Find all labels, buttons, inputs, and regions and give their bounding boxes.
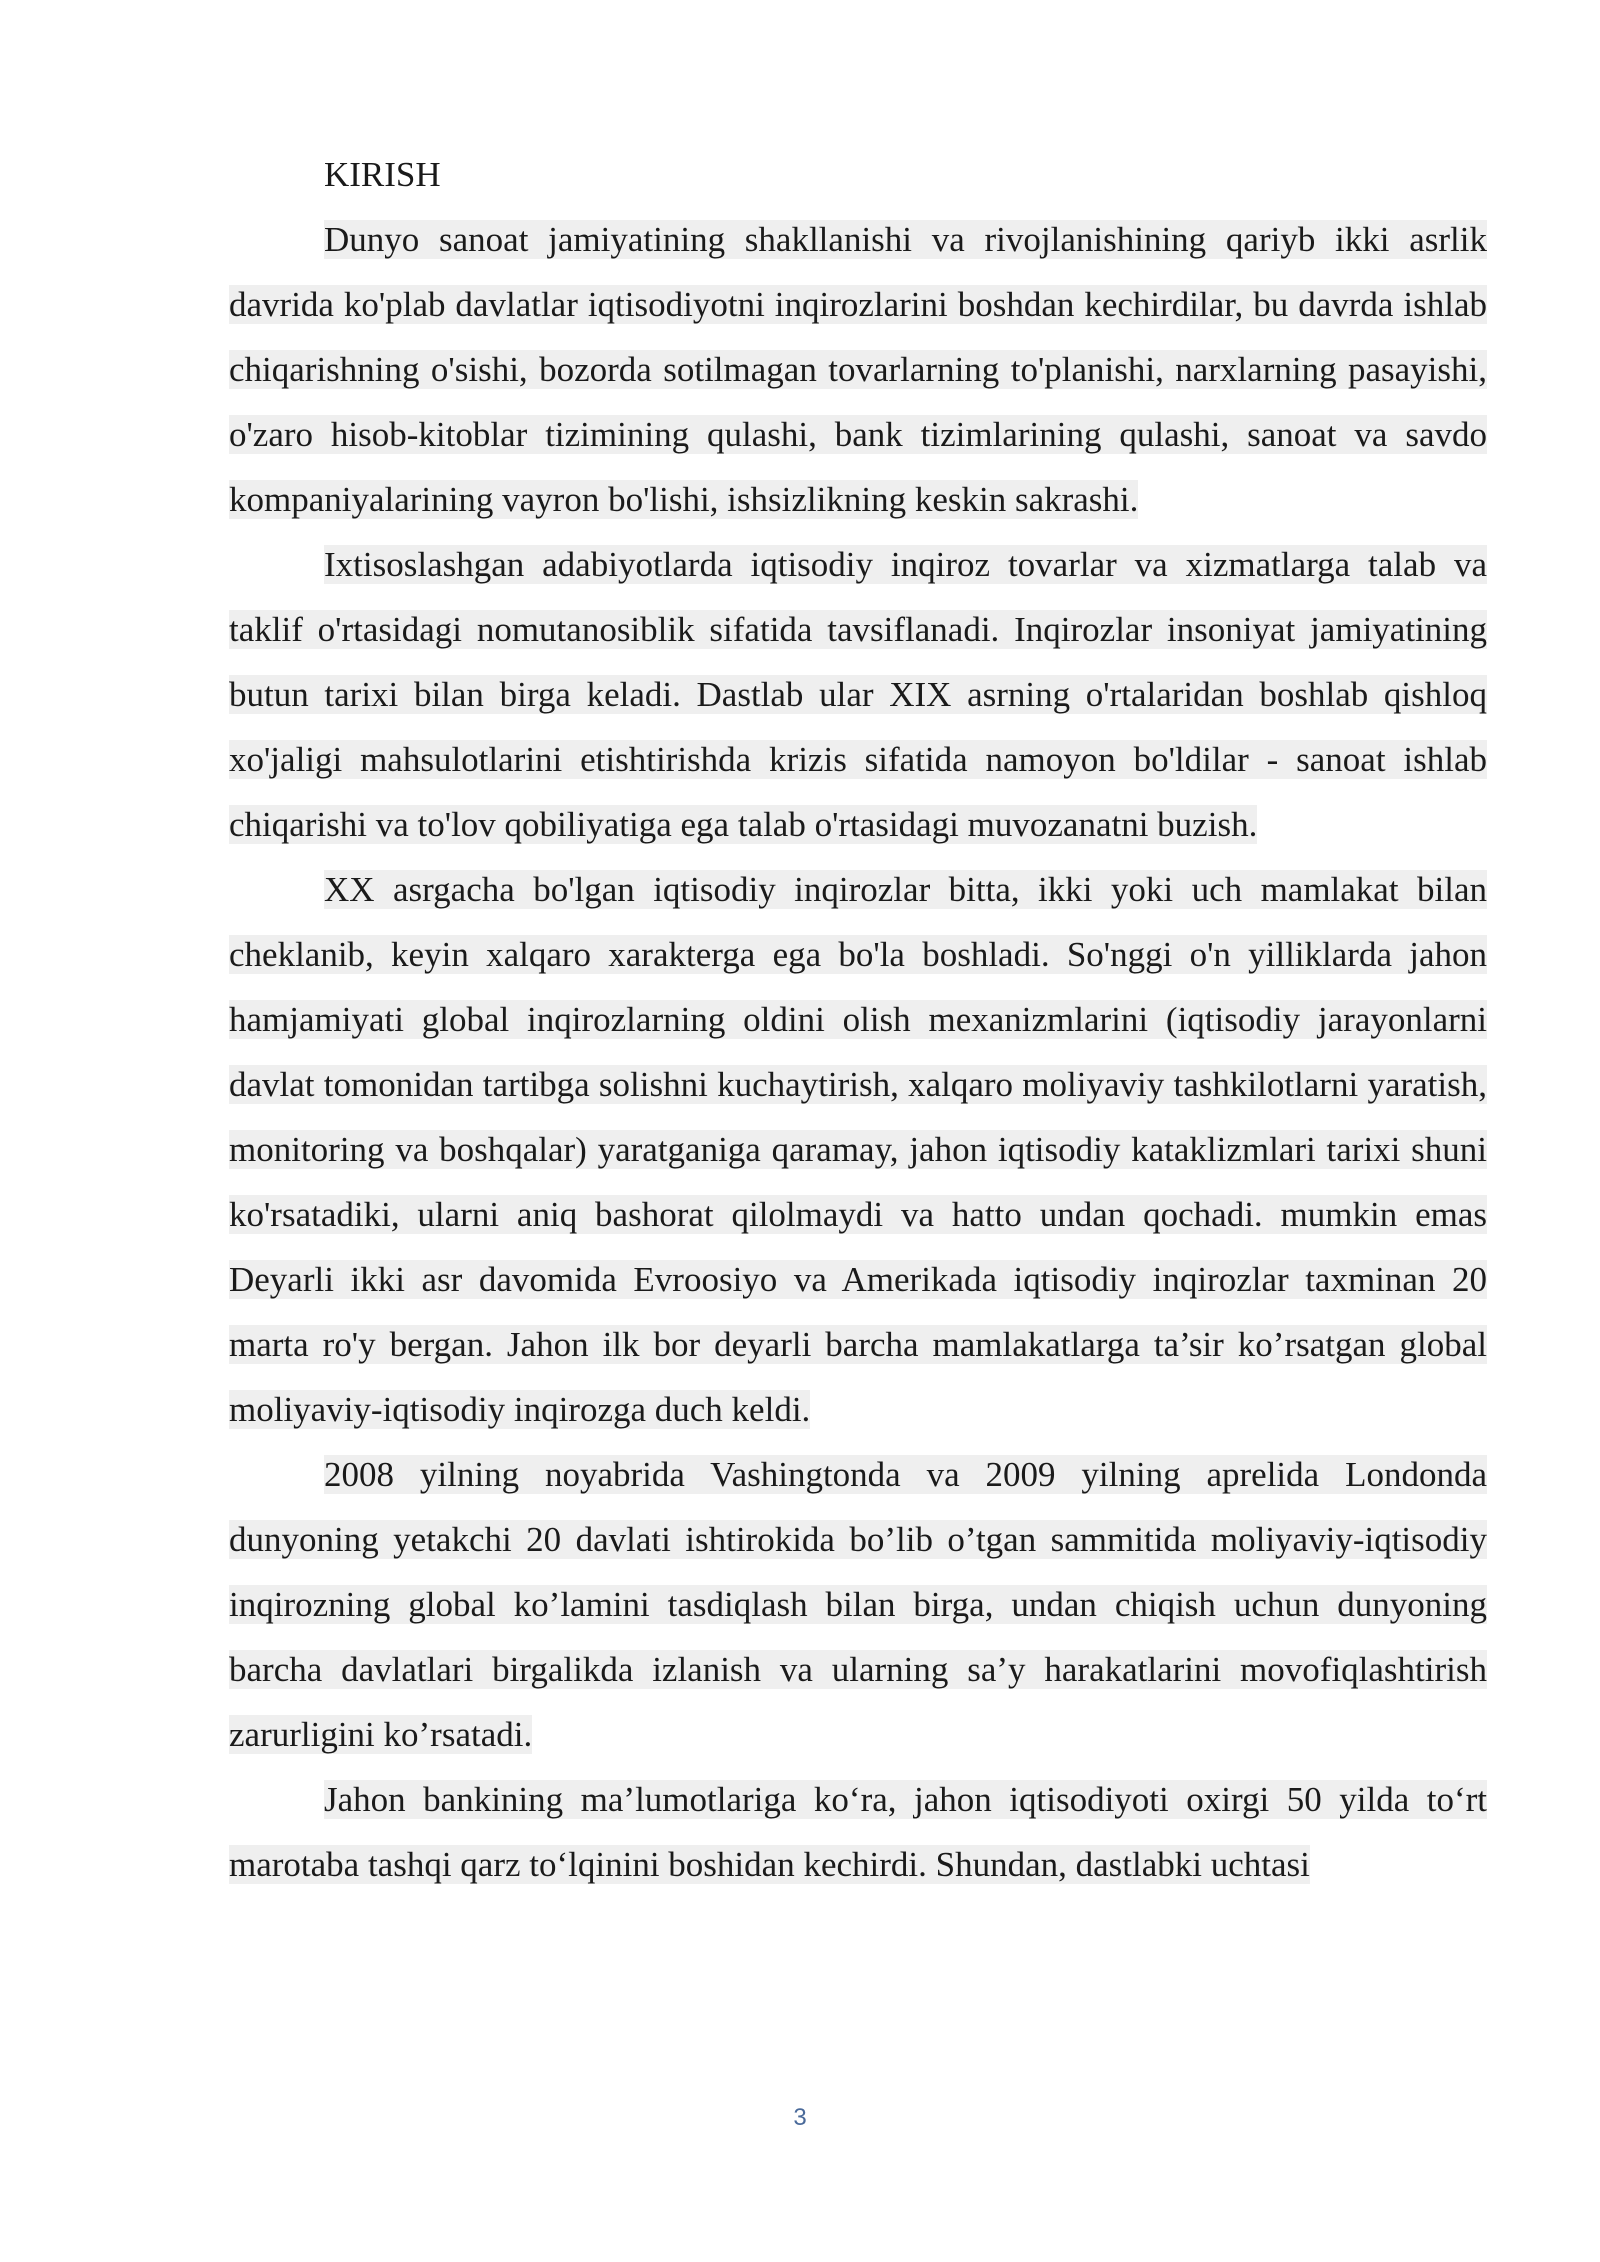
paragraph-2-text: Ixtisoslashgan adabiyotlarda iqtisodiy inqiroz tovarlar va xizmatlarga talab va taklif o'rtasidagi nomutanosiblik sifatida tavsiflanadi. Inqirozlar insoniyat jamiyatining butun tarixi bilan birga keladi. Dastlab ular XIX asrning o'rtalaridan boshlab qishloq xo'jaligi mahsulotlarini etishtirishda krizis sifatida namoyon bo'ldilar - sanoat ishlab chiqarishi va to'lov qobiliyatiga ega talab o'rtasidagi muvozanatni buzish. [229, 545, 1487, 844]
page-number: 3 [793, 2104, 807, 2131]
paragraph-1-text: Dunyo sanoat jamiyatining shakllanishi va rivojlanishining qariyb ikki asrlik davrida ko'plab davlatlar iqtisodiyotni inqirozlarini boshdan kechirdilar, bu davrda ishlab chiqarishning o'sishi, bozorda sotilmagan tovarlarning to'planishi, narxlarning pasayishi, o'zaro hisob-kitoblar tizimining qulashi, bank tizimlarining qulashi, sanoat va savdo kompaniyalarining vayron bo'lishi, ishsizlikning keskin sakrashi. [229, 220, 1487, 519]
paragraph-4-text: 2008 yilning noyabrida Vashingtonda va 2009 yilning aprelida Londonda dunyoning yetakchi 20 davlati ishtirokida bo’lib o’tgan sammitida moliyaviy-iqtisodiy inqirozning global ko’lamini tasdiqlash bilan birga, undan chiqish uchun dunyoning barcha davlatlari birgalikda izlanish va ularning sa’y harakatlarini movofiqlashtirish zarurligini ko’rsatadi. [229, 1455, 1487, 1754]
paragraph-1 [229, 207, 1487, 532]
paragraph-3-text: XX asrgacha bo'lgan iqtisodiy inqirozlar bitta, ikki yoki uch mamlakat bilan cheklanib, keyin xalqaro xarakterga ega bo'la boshladi. So'nggi o'n yilliklarda jahon hamjamiyati global inqirozlarning oldini olish mexanizmlarini (iqtisodiy jarayonlarni davlat tomonidan tartibga solishni kuchaytirish, xalqaro moliyaviy tashkilotlarni yaratish, monitoring va boshqalar) yaratganiga qaramay, jahon iqtisodiy kataklizmlari tarixi shuni ko'rsatadiki, ularni aniq bashorat qilolmaydi va hatto undan qochadi. mumkin emas Deyarli ikki asr davomida Evroosiyo va Amerikada iqtisodiy inqirozlar taxminan 20 marta ro'y bergan. Jahon ilk bor deyarli barcha mamlakatlarga ta’sir ko’rsatgan global moliyaviy-iqtisodiy inqirozga duch keldi. [229, 870, 1487, 1429]
section-heading [229, 142, 1487, 207]
paragraph-5 [229, 1767, 1487, 1897]
paragraph-4 [229, 1442, 1487, 1767]
paragraph-2 [229, 532, 1487, 857]
paragraph-5-text: Jahon bankining ma’lumotlariga ko‘ra, jahon iqtisodiyoti oxirgi 50 yilda to‘rt marotaba tashqi qarz to‘lqinini boshidan kechirdi. Shundan, dastlabki uchtasi [229, 1780, 1487, 1884]
paragraph-3 [229, 857, 1487, 1442]
document-body [229, 142, 1487, 1897]
section-heading-text: KIRISH [324, 155, 441, 194]
